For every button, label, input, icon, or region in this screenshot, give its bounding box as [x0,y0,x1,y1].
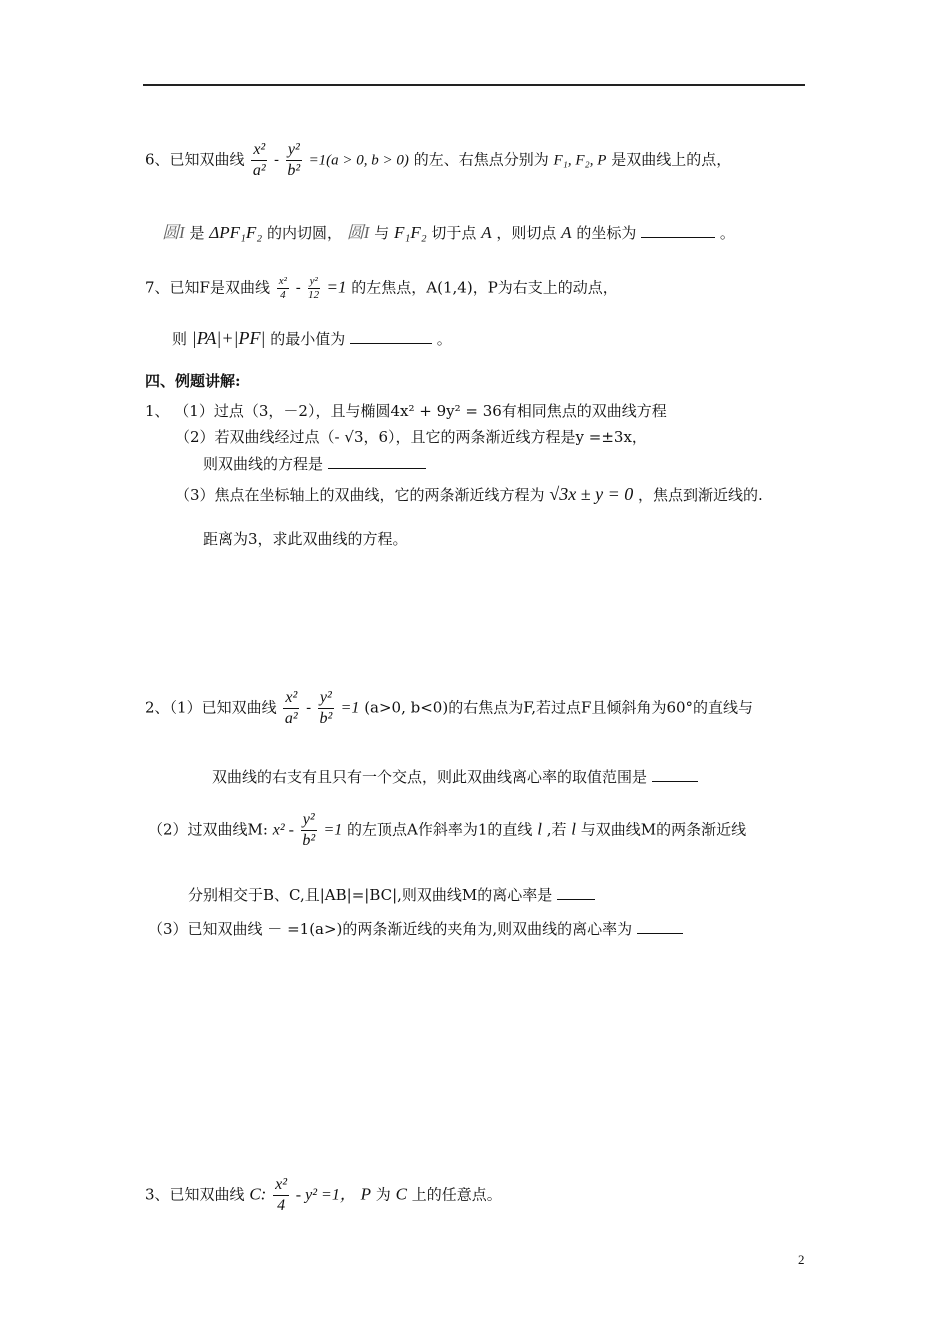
e1-line4: （3）焦点在坐标轴上的双曲线，它的两条渐近线方程为 √3x ± y = 0 ，焦点到渐近线的. [175,484,763,504]
e2-line3: （2）过双曲线M: x² - $\frac{\text{y²}}{\text{b²}}$ =1 的左顶点A作斜率为1的直线 l ,若 l 与双曲线M的两条渐近线 [148,811,747,849]
q6-answer-blank [641,236,715,238]
q6-fraction-x: $\frac{\text{x²}}{\text{a²}}$ [252,141,266,179]
q6-line2: 圆I 是 ΔPF₁F₂ 的内切圆， 圆I 与 F₁F₂ 切于点 A ，则切点 A 的坐标为 。 [162,223,735,242]
e1-line2: （2）若双曲线经过点（- √3，6），且它的两条渐近线方程是y =±3x， [175,428,647,446]
e2-q2-blank [557,898,595,900]
q7-fraction-x: $\frac{\text{x²}}{4}$ [278,275,287,301]
q7-line2: 则 |PA|+|PF| 的最小值为 。 [172,328,452,348]
asymptote-equation: √3x ± y = 0 [549,484,634,504]
e3-fraction-x: $\frac{\text{x²}}{4}$ [275,1176,288,1214]
e2-q3-blank [637,932,683,934]
e1-answer-blank [328,467,426,469]
q6-line1: 6、已知双曲线 $\frac{\text{x²}}{\text{a²}}$ - $\frac{\text{y²}}{\text{b²}}$ =1(a > 0, b > 0) 的左、右焦点分别为 F₁, F₂, P 是双曲线上的点， [145,141,732,179]
e3-line1: 3、已知双曲线 C: $\frac{\text{x²}}{4}$ - y² =1， P 为 C 上的任意点。 [145,1176,502,1214]
e1-line5: 距离为3，求此双曲线的方程。 [203,530,408,548]
header-rule [143,84,805,86]
q6-prefix: 6、已知双曲线 [145,150,245,169]
e2-fraction-x: $\frac{\text{x²}}{\text{a²}}$ [284,689,298,727]
e2-line5: （3）已知双曲线 － =1(a>)的两条渐近线的夹角为,则双曲线的离心率为 [148,918,683,939]
page-number: 2 [798,1252,805,1267]
q7-answer-blank [350,342,432,344]
e1-line3: 则双曲线的方程是 [203,453,426,474]
e2-line4: 分别相交于B、C,且|AB|=|BC|,则双曲线M的离心率是 [188,884,595,905]
q7-line1: 7、已知F是双曲线 $\frac{\text{x²}}{4}$ - $\frac{\text{y²}}{12}$ =1 的左焦点，A(1,4)，P为右支上的动点， [145,275,618,301]
e2-line1: 2、（1）已知双曲线 $\frac{\text{x²}}{\text{a²}}$ - $\frac{\text{y²}}{\text{b²}}$ =1 (a>0, b<0)的右焦点为F,若过点F且倾斜角为60°的直线与 [145,689,754,727]
e2-fraction-y: $\frac{\text{y²}}{\text{b²}}$ [319,689,333,727]
q6-fraction-y: $\frac{\text{y²}}{\text{b²}}$ [287,141,301,179]
e2-fraction-y2: $\frac{\text{y²}}{\text{b²}}$ [302,811,316,849]
e1-line1: 1、 （1）过点（3，－2），且与椭圆4x² + 9y² = 36有相同焦点的双曲线方程 [145,402,667,420]
q6-points: F₁, F₂, P [553,152,607,169]
section-heading: 四、例题讲解: [145,372,241,390]
e2-q1-blank [652,780,698,782]
e2-line2: 双曲线的右支有且只有一个交点，则此双曲线离心率的取值范围是 [212,766,698,787]
q7-expression: |PA|+|PF| [191,328,266,348]
q7-fraction-y: $\frac{\text{y²}}{12}$ [308,275,320,301]
q6-condition: =1(a > 0, b > 0) [308,152,409,169]
